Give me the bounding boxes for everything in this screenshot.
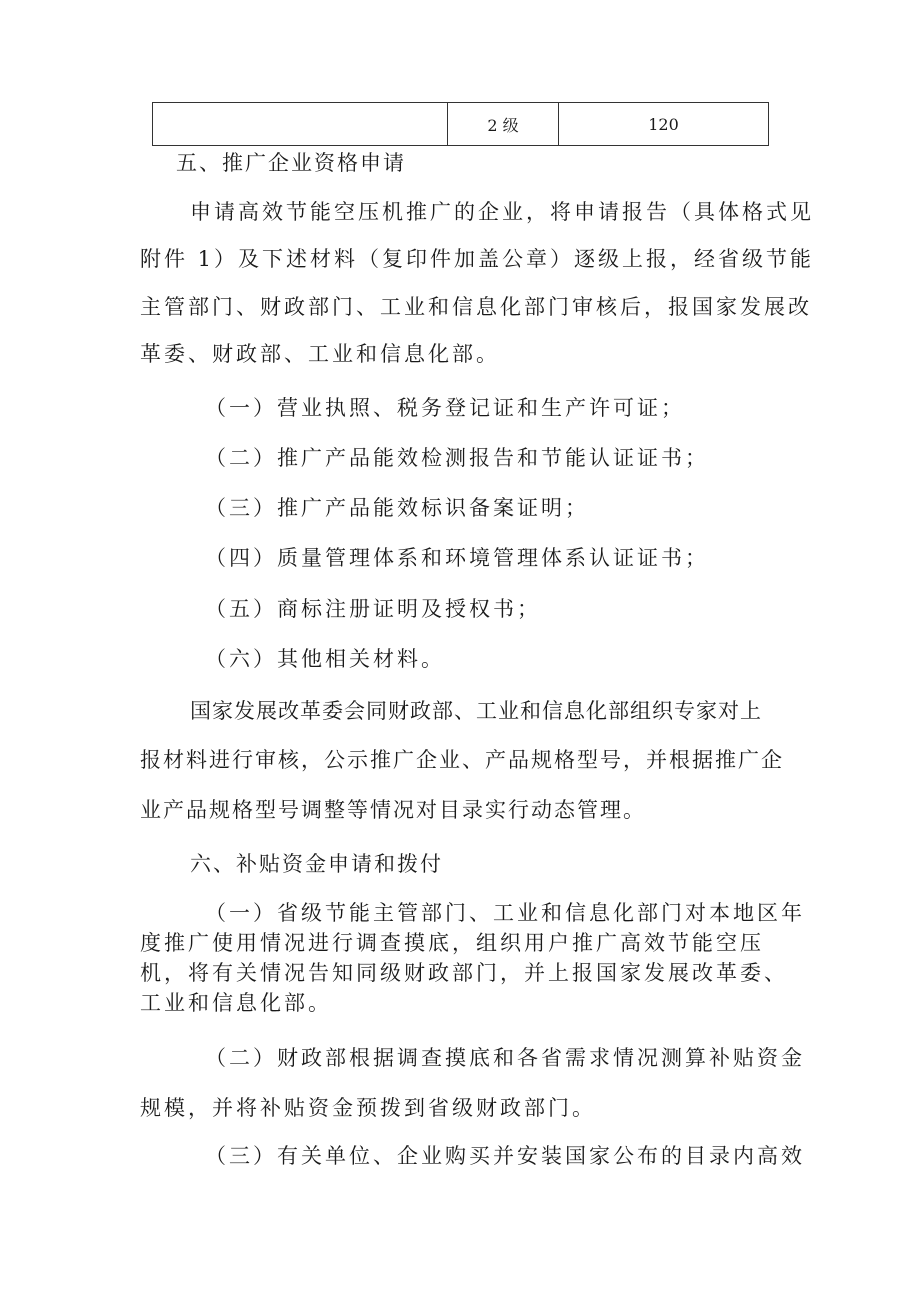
section5-item-5: （五）商标注册证明及授权书； (205, 597, 541, 621)
section5-closing-line-1: 国家发展改革委会同财政部、工业和信息化部组织专家对上 (190, 699, 762, 723)
section6-item1-line-2: 度推广使用情况进行调查摸底，组织用户推广高效节能空压 (140, 931, 764, 955)
data-table (152, 102, 769, 146)
table-cell-1 (153, 103, 448, 146)
section5-item-6: （六）其他相关材料。 (205, 647, 445, 671)
section5-item-2: （二）推广产品能效检测报告和节能认证证书； (205, 446, 709, 470)
section6-heading: 六、补贴资金申请和拨付 (190, 852, 443, 876)
section5-intro-line-2: 附件 1）及下述材料（复印件加盖公章）逐级上报，经省级节能 (140, 247, 815, 271)
section5-item-3: （三）推广产品能效标识备案证明； (205, 496, 589, 520)
section6-item1-line-4: 工业和信息化部。 (140, 991, 332, 1015)
table-cell-3: 120 (559, 103, 769, 146)
table-row (153, 103, 769, 146)
section5-item-1: （一）营业执照、税务登记证和生产许可证； (205, 396, 685, 420)
section6-item3-line-1: （三）有关单位、企业购买并安装国家公布的目录内高效 (205, 1144, 805, 1168)
section5-intro-line-4: 革委、财政部、工业和信息化部。 (140, 342, 500, 366)
section5-closing-line-3: 业产品规格型号调整等情况对目录实行动态管理。 (140, 798, 646, 822)
section5-intro-line-1: 申请高效节能空压机推广的企业，将申请报告（具体格式见 (190, 200, 814, 224)
section5-intro-line-3: 主管部门、财政部门、工业和信息化部门审核后，报国家发展改 (140, 295, 812, 319)
section6-item2-line-1: （二）财政部根据调查摸底和各省需求情况测算补贴资金 (205, 1046, 805, 1070)
table-cell-2: 2 级 (448, 103, 559, 146)
section6-item1-line-1: （一）省级节能主管部门、工业和信息化部门对本地区年 (205, 901, 805, 925)
section6-item1-line-3: 机，将有关情况告知同级财政部门，并上报国家发展改革委、 (140, 961, 788, 985)
section5-item-4: （四）质量管理体系和环境管理体系认证证书； (205, 546, 709, 570)
section5-closing-line-2: 报材料进行审核，公示推广企业、产品规格型号，并根据推广企 (140, 748, 784, 772)
section5-heading: 五、推广企业资格申请 (176, 151, 406, 175)
section6-item2-line-2: 规模，并将补贴资金预拨到省级财政部门。 (140, 1096, 596, 1120)
